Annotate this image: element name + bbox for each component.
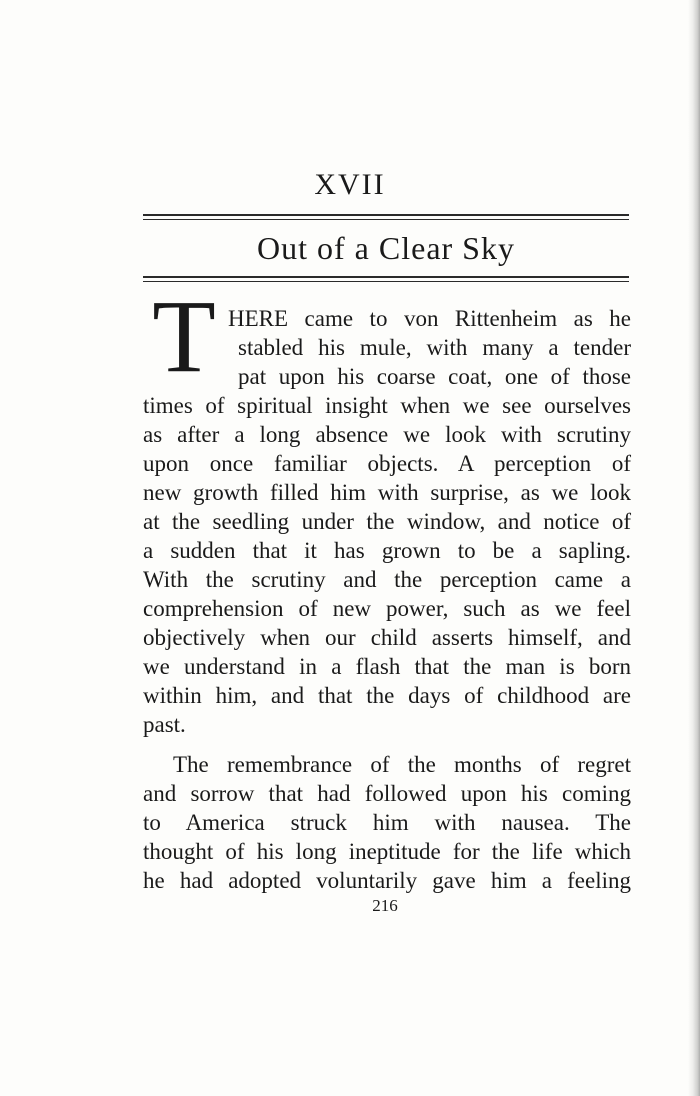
text-line: as after a long absence we look with scrutiny — [143, 422, 631, 447]
text-line: at the seedling under the window, and notice of — [143, 509, 631, 534]
text-line: stabled his mule, with many a tender — [238, 335, 631, 360]
text-line: The remembrance of the months of regret — [173, 752, 631, 777]
text-line: and sorrow that had followed upon his coming — [143, 781, 631, 806]
drop-cap-initial: T — [152, 279, 216, 394]
chapter-title: Out of a Clear Sky — [257, 230, 515, 266]
text-line: thought of his long ineptitude for the life which — [143, 839, 631, 864]
text-line: a sudden that it has grown to be a sapling. — [143, 538, 631, 563]
text-line: he had adopted voluntarily gave him a feeling — [143, 868, 631, 893]
text-line: new growth filled him with surprise, as we look — [143, 480, 631, 505]
text-line: times of spiritual insight when we see ourselves — [143, 393, 631, 418]
text-line: to America struck him with nausea. The — [143, 810, 631, 835]
title-rule-bottom — [143, 276, 629, 282]
text-line: comprehension of new power, such as we feel — [143, 596, 631, 621]
text-line: With the scrutiny and the perception came a — [143, 567, 631, 592]
text-line: we understand in a flash that the man is born — [143, 654, 631, 679]
text-line: pat upon his coarse coat, one of those — [238, 364, 631, 389]
text-line: HERE came to von Rittenheim as he — [228, 306, 631, 331]
text-line: past. — [143, 712, 186, 737]
title-rule-top — [143, 214, 629, 220]
text-line: objectively when our child asserts himself, and — [143, 625, 631, 650]
text-line: upon once familiar objects. A perception of — [143, 451, 631, 476]
text-line: within him, and that the days of childhood are — [143, 683, 631, 708]
page-gutter-shadow — [688, 0, 700, 1096]
page-number: 216 — [372, 896, 398, 915]
chapter-number: XVII — [314, 168, 386, 201]
